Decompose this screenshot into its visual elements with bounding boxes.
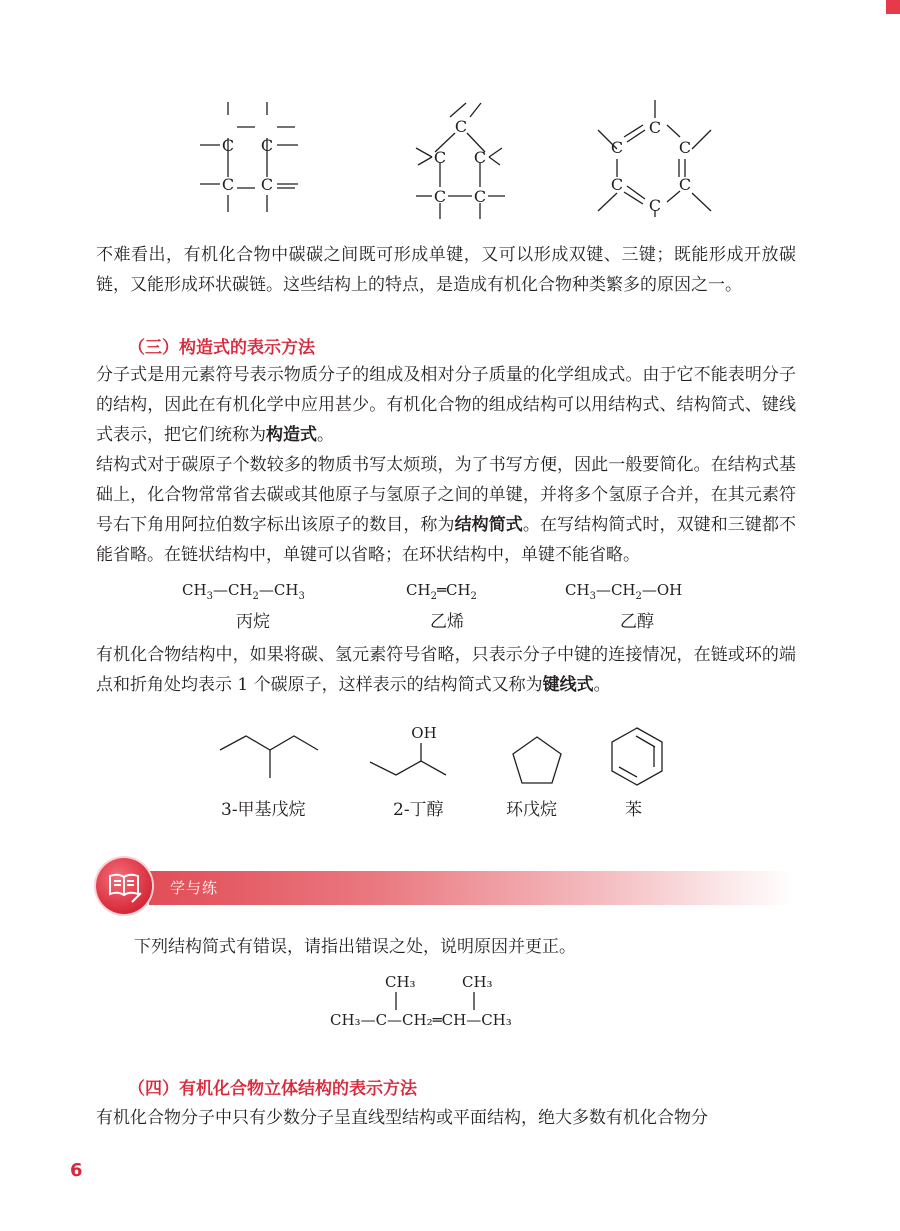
paragraph-structural-simplified: 结构式对于碳原子个数较多的物质书写太烦琐，为了书写方便，因此一般要简化。在结构式基础上，化合物常常省去碳或其他原子与氢原子之间的单键，并将多个氢原子合并，在其元素符号右下角用阿拉伯数字标出该原子的数目，称为结构简式。在写结构简式时，双键和三键都不能省略。在链状结构中，单键可以省略；在环状结构中，单键不能省略。 xyxy=(96,455,797,565)
carbon-atom: C xyxy=(648,196,662,215)
carbon-atom: C xyxy=(221,136,235,155)
carbon-atom: C xyxy=(648,118,662,137)
carbon-atom: C xyxy=(433,187,447,206)
skeletal-name-3-methylpentane: 3-甲基戊烷 xyxy=(221,800,306,820)
carbon-atom: C xyxy=(610,138,624,157)
carbon-atom: C xyxy=(454,117,468,136)
branch-methyl-left: CH₃ xyxy=(385,973,416,991)
carbon-atom: C xyxy=(221,175,235,194)
section-three-title: （三）构造式的表示方法 xyxy=(128,338,315,358)
paragraph-molecular-formula: 分子式是用元素符号表示物质分子的组成及相对分子质量的化学组成式。由于它不能表明分子的结构，因此在有机化学中应用甚少。有机化合物的组成结构可以用结构式、结构简式、键线式表示，把它们统称为构造式。 xyxy=(96,365,796,445)
skeletal-name-cyclopentane: 环戊烷 xyxy=(506,800,557,820)
formula-name-ethylene: 乙烯 xyxy=(430,612,464,632)
carbon-atom: C xyxy=(678,175,692,194)
skeletal-name-benzene: 苯 xyxy=(625,800,642,820)
carbon-atom: C xyxy=(678,138,692,157)
formula-ethanol: $CH_3—CH_2—OH$ xyxy=(565,581,683,602)
formula-propane: $CH_3—CH_2—CH_3$ xyxy=(182,581,305,602)
skeletal-name-2-butanol: 2-丁醇 xyxy=(393,800,444,820)
paragraph-stereo-structure: 有机化合物分子中只有少数分子呈直线型结构或平面结构，绝大多数有机化合物分 xyxy=(96,1108,708,1128)
carbon-atom: C xyxy=(433,148,447,167)
paragraph-carbon-chains: 不难看出，有机化合物中碳碳之间既可形成单键，又可以形成双键、三键；既能形成开放碳链，又能形成环状碳链。这些结构上的特点，是造成有机化合物种类繁多的原因之一。 xyxy=(96,245,796,295)
carbon-atom: C xyxy=(260,136,274,155)
carbon-atom: C xyxy=(260,175,274,194)
page-number: 6 xyxy=(70,1160,83,1181)
erroneous-formula: CH₃—C—CH₂═CH—CH₃ xyxy=(330,1011,512,1029)
section-four-title: （四）有机化合物立体结构的表示方法 xyxy=(128,1079,417,1099)
book-pencil-icon xyxy=(96,858,152,914)
branch-methyl-right: CH₃ xyxy=(462,973,493,991)
carbon-atom: C xyxy=(473,187,487,206)
formula-name-propane: 丙烷 xyxy=(236,612,270,632)
practice-banner-bar xyxy=(149,871,794,905)
formula-ethylene: $CH_2═CH_2$ xyxy=(406,581,477,602)
structural-formulas-figure xyxy=(180,95,740,220)
hydroxyl-label: OH xyxy=(411,724,437,742)
practice-title: 学与练 xyxy=(170,879,219,897)
practice-question: 下列结构简式有错误，请指出错误之处，说明原因并更正。 xyxy=(134,937,576,957)
skeletal-formulas-figure xyxy=(210,720,680,800)
paragraph-skeletal-formula: 有机化合物结构中，如果将碳、氢元素符号省略，只表示分子中键的连接情况，在链或环的端点和折角处均表示 1 个碳原子，这样表示的结构简式又称为键线式。 xyxy=(96,645,796,695)
carbon-atom: C xyxy=(473,148,487,167)
formula-name-ethanol: 乙醇 xyxy=(620,612,654,632)
carbon-atom: C xyxy=(610,175,624,194)
corner-mark xyxy=(886,0,900,14)
